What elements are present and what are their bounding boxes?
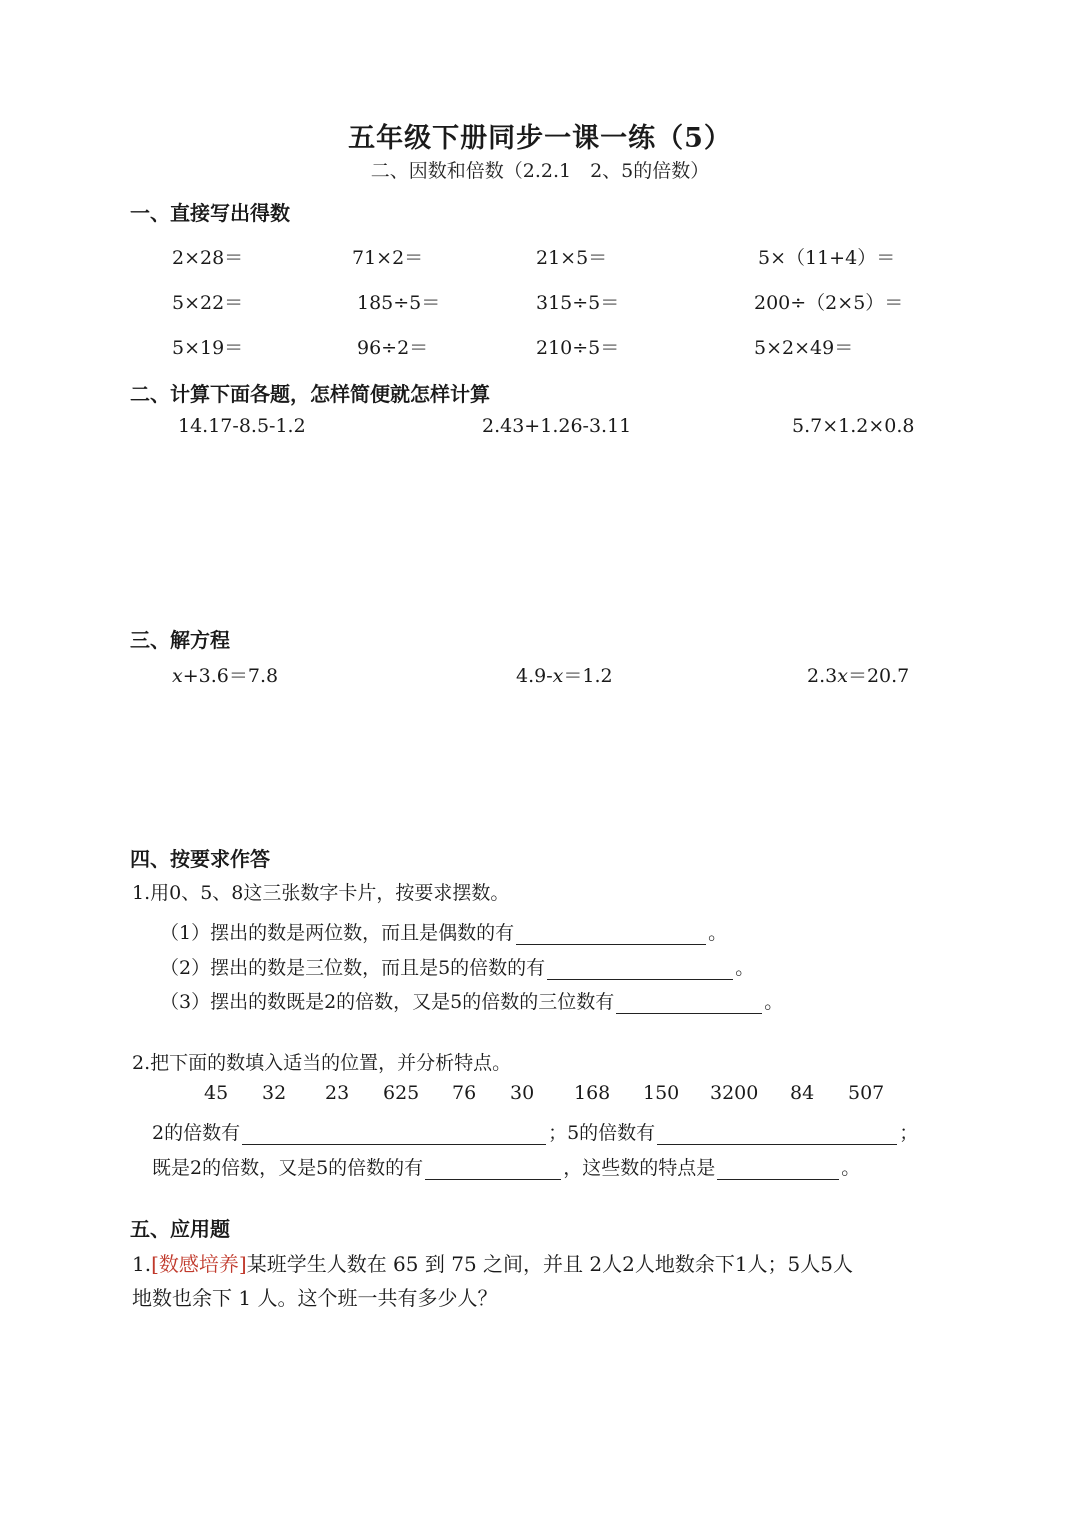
answer-blank[interactable]: [516, 924, 706, 945]
answer-blank[interactable]: [717, 1159, 839, 1180]
oral-calc-item: 21×5＝: [536, 247, 608, 269]
section-1-heading: 一、直接写出得数: [130, 201, 290, 225]
number-card: 3200: [710, 1082, 759, 1104]
fill-end: 。: [841, 1157, 861, 1179]
section-2-heading: 二、计算下面各题，怎样简便就怎样计算: [130, 382, 490, 406]
number-card: 84: [790, 1082, 815, 1104]
equation-variable: x: [552, 665, 564, 687]
calc-item: 14.17-8.5-1.2: [178, 415, 306, 437]
question-1-part-1: [160, 918, 727, 945]
section-4-heading: 四、按要求作答: [130, 847, 270, 871]
number-card: 150: [643, 1082, 680, 1104]
answer-blank[interactable]: [547, 959, 733, 980]
oral-calc-item: 200÷（2×5）＝: [754, 292, 904, 314]
part-text: （2）摆出的数是三位数，而且是5的倍数的有: [160, 957, 546, 979]
oral-calc-item: 185÷5＝: [357, 292, 441, 314]
fill-end: ；: [899, 1122, 919, 1144]
question-1-stem: 1.用0、5、8这三张数字卡片，按要求摆数。: [132, 882, 510, 904]
oral-calc-item: 71×2＝: [352, 247, 424, 269]
equation-rest: +3.6＝7.8: [182, 665, 279, 687]
word-problem-line-2: 地数也余下 1 人。这个班一共有多少人？: [132, 1286, 498, 1310]
equation-pre: 2.3: [807, 665, 838, 687]
answer-blank[interactable]: [425, 1159, 561, 1180]
problem-number: 1.: [132, 1252, 152, 1276]
oral-calc-item: 5×（11+4）＝: [758, 247, 896, 269]
question-2-line-1: [152, 1118, 918, 1145]
number-card: 30: [510, 1082, 535, 1104]
answer-blank[interactable]: [616, 993, 762, 1014]
question-2-stem: 2.把下面的数填入适当的位置，并分析特点。: [132, 1052, 512, 1074]
answer-blank[interactable]: [657, 1124, 897, 1145]
oral-calc-item: 96÷2＝: [357, 337, 429, 359]
oral-calc-item: 315÷5＝: [536, 292, 620, 314]
part-text: （3）摆出的数既是2的倍数，又是5的倍数的三位数有: [160, 991, 615, 1013]
number-card: 507: [848, 1082, 885, 1104]
answer-blank[interactable]: [242, 1124, 546, 1145]
number-card: 45: [204, 1082, 229, 1104]
fill-label: 既是2的倍数，又是5的倍数的有: [152, 1157, 424, 1179]
oral-calc-item: 210÷5＝: [536, 337, 620, 359]
number-card: 76: [452, 1082, 477, 1104]
question-1-part-3: [160, 987, 783, 1014]
number-card: 23: [325, 1082, 350, 1104]
equation-item: [516, 661, 613, 688]
oral-calc-item: 5×2×49＝: [754, 337, 854, 359]
question-1-part-2: [160, 953, 754, 980]
question-2-line-2: [152, 1153, 860, 1180]
section-3-heading: 三、解方程: [130, 628, 230, 652]
number-card: 168: [574, 1082, 611, 1104]
number-card: 32: [262, 1082, 287, 1104]
part-text: （1）摆出的数是两位数，而且是偶数的有: [160, 922, 515, 944]
equation-pre: 4.9-: [516, 665, 553, 687]
oral-calc-item: 5×19＝: [172, 337, 244, 359]
part-end: 。: [764, 991, 784, 1013]
oral-calc-item: 5×22＝: [172, 292, 244, 314]
calc-item: 5.7×1.2×0.8: [792, 415, 915, 437]
fill-label: ，这些数的特点是: [563, 1157, 716, 1179]
calc-item: 2.43+1.26-3.11: [482, 415, 632, 437]
section-5-heading: 五、应用题: [130, 1217, 230, 1241]
part-end: 。: [708, 922, 728, 944]
problem-tag: [数感培养]: [151, 1252, 247, 1276]
equation-rest: ＝1.2: [563, 665, 613, 687]
equation-rest: ＝20.7: [847, 665, 910, 687]
page-subtitle: 二、因数和倍数（2.2.1 2、5的倍数）: [370, 160, 710, 182]
equation-item: [807, 661, 909, 688]
problem-text: 某班学生人数在 65 到 75 之间，并且 2人2人地数余下1人；5人5人: [246, 1252, 854, 1276]
fill-label: ；5的倍数有: [548, 1122, 656, 1144]
number-card: 625: [383, 1082, 420, 1104]
page-title: 五年级下册同步一课一练（5）: [348, 123, 732, 154]
equation-item: [172, 661, 278, 688]
word-problem-line-1: [132, 1248, 853, 1277]
oral-calc-item: 2×28＝: [172, 247, 244, 269]
equation-variable: x: [837, 665, 848, 687]
fill-label: 2的倍数有: [152, 1122, 241, 1144]
equation-variable: x: [172, 665, 183, 687]
part-end: 。: [735, 957, 755, 979]
